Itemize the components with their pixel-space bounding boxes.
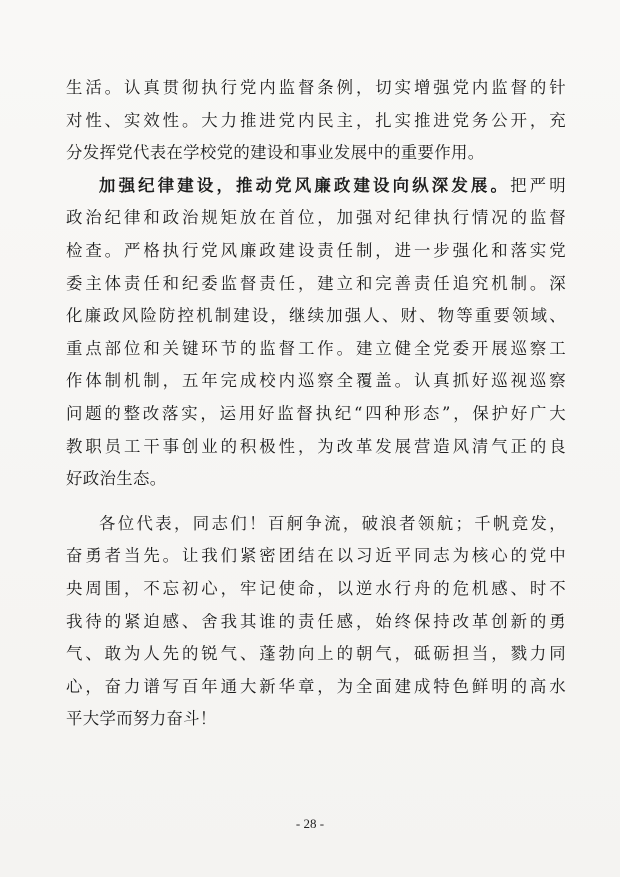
- paragraph-line: 对性、实效性。大力推进党内民主，扎实推进党务公开，充: [66, 110, 566, 130]
- paragraph-first-line: [66, 170, 566, 203]
- bold-lead-text: 加强纪律建设，推动党风廉政建设向纵深发展。: [99, 175, 511, 195]
- paragraph-line-tail: 把严明: [510, 175, 566, 195]
- paragraph-line: 委主体责任和纪委监督责任，建立和完善责任追究机制。深: [66, 273, 566, 293]
- paragraph-line: 检查。严格执行党风廉政建设责任制，进一步强化和落实党: [66, 240, 566, 260]
- paragraph-2: [66, 170, 566, 496]
- paragraph-line: 政治纪律和政治规矩放在首位，加强对纪律执行情况的监督: [66, 208, 566, 228]
- paragraph-line: 心，奋力谱写百年通大新华章，为全面建成特色鲜明的高水: [66, 676, 566, 696]
- paragraph-line: 分发挥党代表在学校党的建设和事业发展中的重要作用。: [66, 143, 485, 163]
- paragraph-gap: [66, 496, 566, 508]
- paragraph-line: 各位代表，同志们！百舸争流，破浪者领航；千帆竞发，: [99, 513, 566, 533]
- paragraph-3: [66, 508, 566, 736]
- paragraph-line: 问题的整改落实，运用好监督执纪“四种形态”，保护好广大: [66, 403, 566, 423]
- paragraph-line: 奋勇者当先。让我们紧密团结在以习近平同志为核心的党中: [66, 546, 566, 566]
- paragraph-line: 我待的紧迫感、舍我其谁的责任感，始终保持改革创新的勇: [66, 611, 566, 631]
- paragraph-line: 重点部位和关键环节的监督工作。建立健全党委开展巡察工: [66, 338, 566, 358]
- paragraph-line: 化廉政风险防控机制建设，继续加强人、财、物等重要领域、: [66, 306, 566, 326]
- paragraph-line: 生活。认真贯彻执行党内监督条例，切实增强党内监督的针: [66, 78, 566, 97]
- paragraph-line: 平大学而努力奋斗！: [66, 709, 217, 729]
- document-body: [66, 72, 566, 736]
- paragraph-line: 气、敢为人先的锐气、蓬勃向上的朝气，砥砺担当，戮力同: [66, 644, 566, 664]
- paragraph-line: 央周围，不忘初心，牢记使命，以逆水行舟的危机感、时不: [66, 578, 566, 598]
- paragraph-1: [66, 72, 566, 170]
- page-number: - 28 -: [295, 816, 325, 831]
- paragraph-line: 教职员工干事创业的积极性，为改革发展营造风清气正的良: [66, 436, 566, 456]
- paragraph-line: 好政治生态。: [66, 469, 167, 489]
- paragraph-line: 作体制机制，五年完成校内巡察全覆盖。认真抓好巡视巡察: [66, 371, 566, 391]
